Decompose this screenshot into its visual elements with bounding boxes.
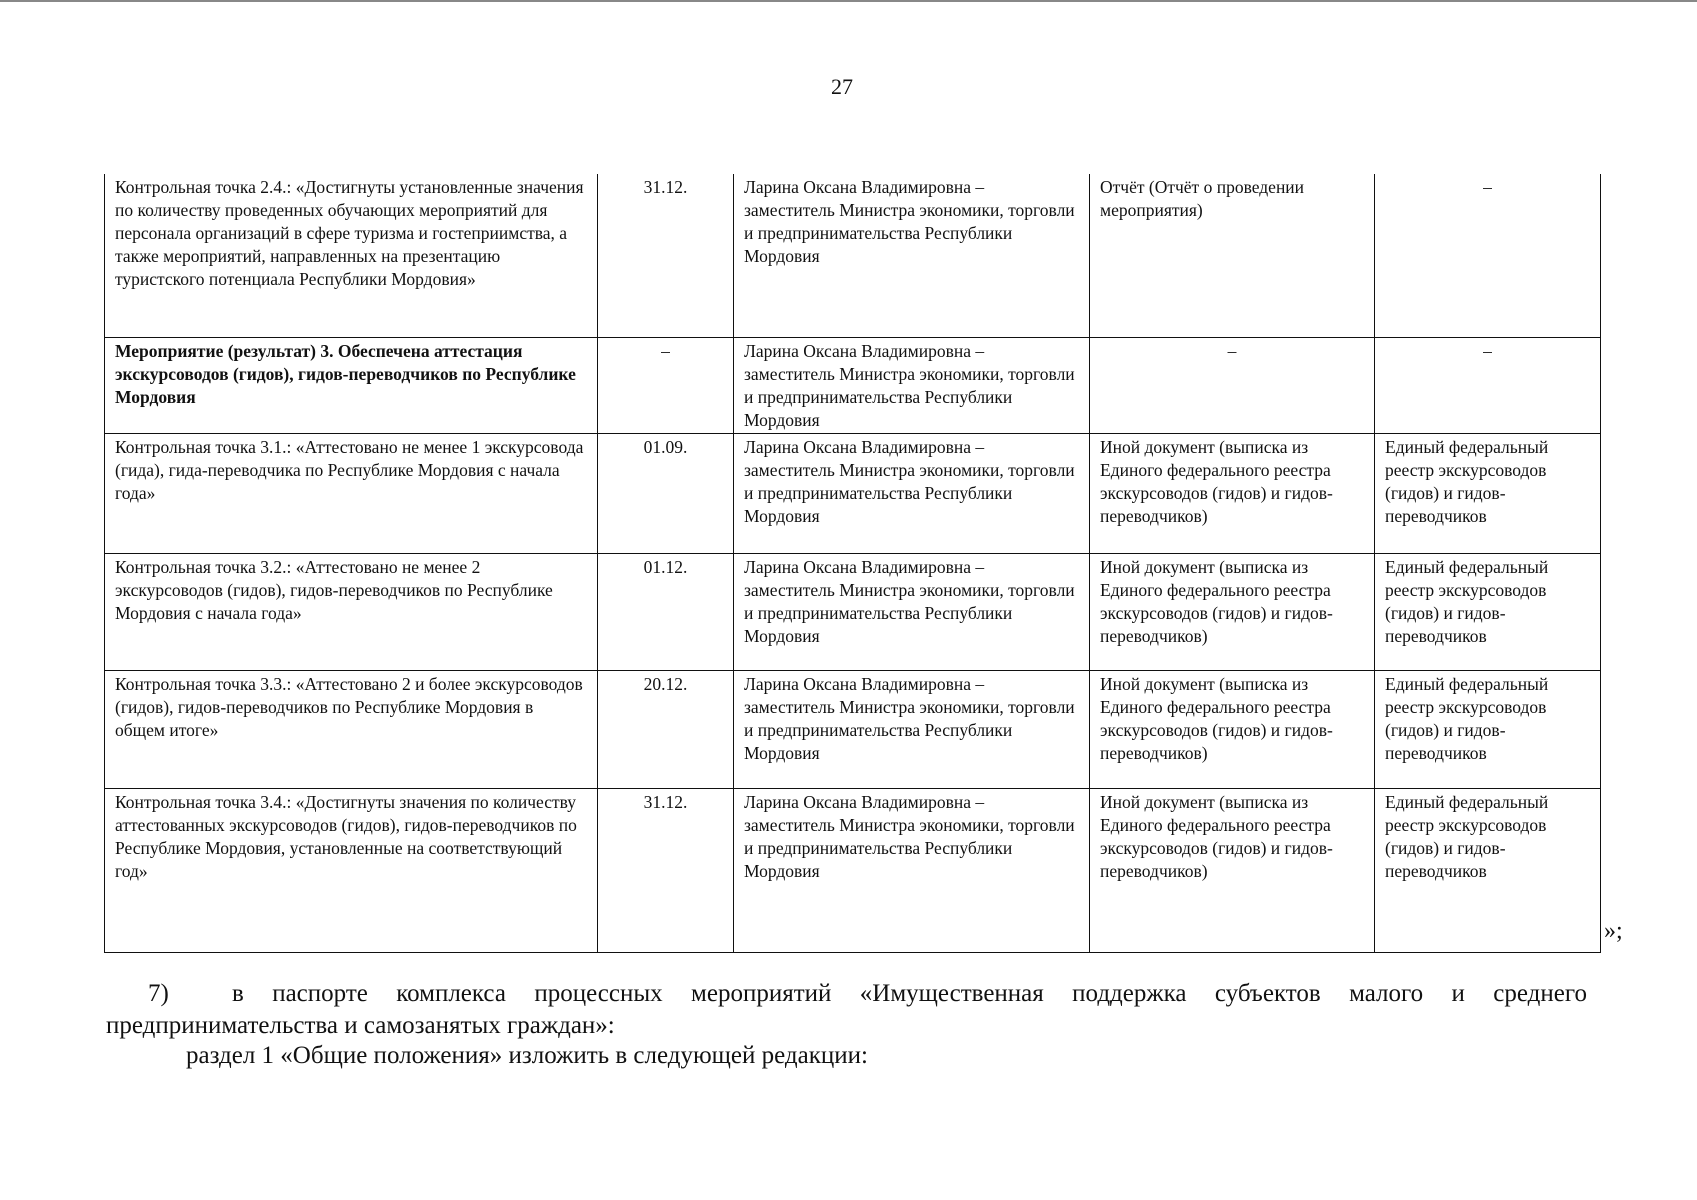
date-cell: 20.12. [598, 670, 734, 788]
table-row [105, 670, 1601, 788]
table-row [105, 553, 1601, 670]
date-cell: 01.12. [598, 553, 734, 670]
document-cell: Иной документ (выписка из Единого федерального реестра экскурсоводов (гидов) и гидов-переводчиков) [1090, 788, 1375, 952]
system-cell: Единый федеральный реестр экскурсоводов (гидов) и гидов-переводчиков [1375, 433, 1601, 553]
event-name-cell: Контрольная точка 3.4.: «Достигнуты значения по количеству аттестованных экскурсоводов (гидов), гидов-переводчиков по Республике Мордовия, установленные на соответствующий год» [105, 788, 598, 952]
events-table [104, 174, 1601, 953]
paragraph-7 [106, 978, 1587, 1042]
document-cell: Иной документ (выписка из Единого федерального реестра экскурсоводов (гидов) и гидов-переводчиков) [1090, 433, 1375, 553]
document-cell: Иной документ (выписка из Единого федерального реестра экскурсоводов (гидов) и гидов-переводчиков) [1090, 670, 1375, 788]
responsible-cell: Ларина Оксана Владимировна – заместитель Министра экономики, торговли и предпринимательства Республики Мордовия [734, 433, 1090, 553]
date-cell: 31.12. [598, 174, 734, 337]
system-cell: – [1375, 337, 1601, 433]
date-cell: – [598, 337, 734, 433]
document-cell: Отчёт (Отчёт о проведении мероприятия) [1090, 174, 1375, 337]
responsible-cell: Ларина Оксана Владимировна – заместитель Министра экономики, торговли и предпринимательства Республики Мордовия [734, 788, 1090, 952]
closing-quote: »; [1604, 918, 1623, 944]
document-cell: – [1090, 337, 1375, 433]
event-name-cell: Контрольная точка 3.3.: «Аттестовано 2 и более экскурсоводов (гидов), гидов-переводчиков по Республике Мордовия в общем итоге» [105, 670, 598, 788]
system-cell: Единый федеральный реестр экскурсоводов (гидов) и гидов-переводчиков [1375, 553, 1601, 670]
system-cell: Единый федеральный реестр экскурсоводов (гидов) и гидов-переводчиков [1375, 788, 1601, 952]
page-top-edge [0, 0, 1697, 2]
table-row [105, 174, 1601, 337]
responsible-cell: Ларина Оксана Владимировна – заместитель Министра экономики, торговли и предпринимательства Республики Мордовия [734, 174, 1090, 337]
paragraph-7-text: в паспорте комплекса процессных мероприятий «Имущественная поддержка субъектов малого и среднего предпринимательства и самозанятых граждан»: [106, 980, 1587, 1039]
table-row [105, 433, 1601, 553]
system-cell: Единый федеральный реестр экскурсоводов (гидов) и гидов-переводчиков [1375, 670, 1601, 788]
event-name-cell: Контрольная точка 2.4.: «Достигнуты установленные значения по количеству проведенных обучающих мероприятий для персонала организаций в сфере туризма и гостеприимства, а также мероприятий, направленных на презентацию туристского потенциала Республики Мордовия» [105, 174, 598, 337]
event-name-cell: Мероприятие (результат) 3. Обеспечена аттестация экскурсоводов (гидов), гидов-переводчиков по Республике Мордовия [105, 337, 598, 433]
responsible-cell: Ларина Оксана Владимировна – заместитель Министра экономики, торговли и предпринимательства Республики Мордовия [734, 670, 1090, 788]
responsible-cell: Ларина Оксана Владимировна – заместитель Министра экономики, торговли и предпринимательства Республики Мордовия [734, 337, 1090, 433]
date-cell: 01.09. [598, 433, 734, 553]
event-name-cell: Контрольная точка 3.2.: «Аттестовано не менее 2 экскурсоводов (гидов), гидов-переводчиков по Республике Мордовия с начала года» [105, 553, 598, 670]
event-name-cell: Контрольная точка 3.1.: «Аттестовано не менее 1 экскурсовода (гида), гида-переводчика по Республике Мордовия с начала года» [105, 433, 598, 553]
date-cell: 31.12. [598, 788, 734, 952]
table-row [105, 788, 1601, 952]
page-number: 27 [831, 74, 853, 99]
table-row [105, 337, 1601, 433]
responsible-cell: Ларина Оксана Владимировна – заместитель Министра экономики, торговли и предпринимательства Республики Мордовия [734, 553, 1090, 670]
paragraph-7-number: 7) [148, 980, 169, 1007]
system-cell: – [1375, 174, 1601, 337]
paragraph-section: раздел 1 «Общие положения» изложить в следующей редакции: [186, 1042, 868, 1069]
events-table-body [105, 174, 1601, 952]
document-cell: Иной документ (выписка из Единого федерального реестра экскурсоводов (гидов) и гидов-переводчиков) [1090, 553, 1375, 670]
